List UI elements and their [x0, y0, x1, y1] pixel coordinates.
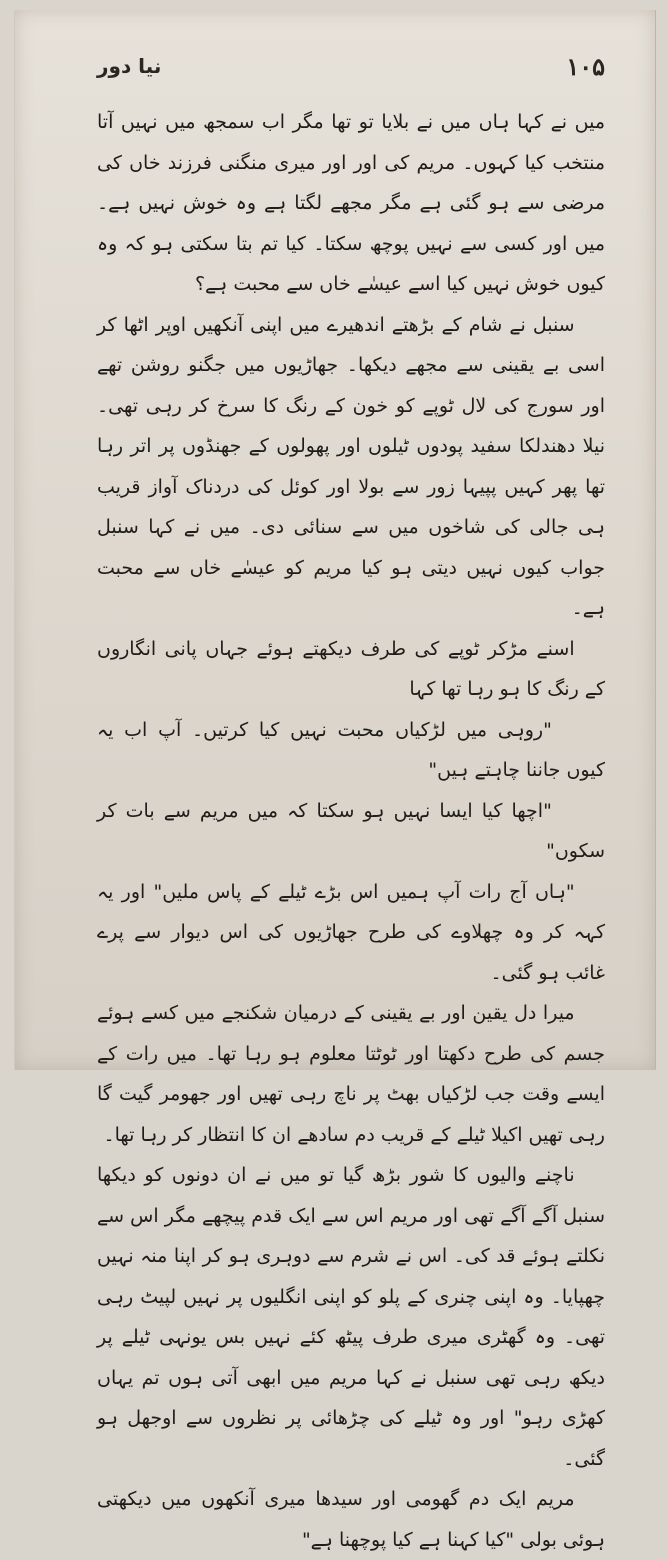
body-text: [97, 102, 605, 1560]
dialogue-line: "اچھا کیا ایسا نہیں ہو سکتا کہ میں مریم سے بات کر سکوں": [97, 799, 605, 862]
paragraph: اسنے مڑکر ٹوپے کی طرف دیکھتے ہوئے جہاں پانی انگاروں کے رنگ کا ہو رہا تھا کہا: [97, 637, 605, 700]
paragraph: میرا دل یقین اور بے یقینی کے درمیان شکنجے میں کسے ہوئے جسم کی طرح دکھتا اور ٹوٹتا معلوم ہو رہا تھا۔ میں رات کے ایسے وقت جب لڑکیاں بھٹ پر ناچ رہی تھیں اور جھومر گیت گا رہی تھیں اکیلا ٹیلے کے قریب دم سادھے ان کا انتظار کر رہا تھا۔: [97, 1002, 605, 1146]
paragraph: مریم ایک دم گھومی اور سیدھا میری آنکھوں میں دیکھتی ہوئی بولی "کیا کہنا ہے کیا پوچھنا ہے": [97, 1488, 605, 1551]
paragraph: ناچنے والیوں کا شور بڑھ گیا تو میں نے ان دونوں کو دیکھا سنبل آگے آگے تھی اور مریم اس سے ایک قدم پیچھے مگر اس سے نکلتے ہوئے قد کی۔ اس نے شرم سے دوہری ہو کر اپنا منہ نہیں چھپایا۔ وہ اپنی چنری کے پلو کو اپنی انگلیوں پر نہیں لپیٹ رہی تھی۔ وہ گھٹری میری طرف پیٹھ کئے نہیں بس یونہی ٹیلے پر دیکھ رہی تھی سنبل نے کہا مریم میں ابھی آتی ہوں تم یہاں کھڑی رہو" اور وہ ٹیلے کی چڑھائی پر نظروں سے اوجھل ہو گئی۔: [97, 1164, 605, 1470]
paragraph: سنبل نے شام کے بڑھتے اندھیرے میں اپنی آنکھیں اوپر اٹھا کر اسی بے یقینی سے مجھے دیکھا۔ جھاڑیوں میں جگنو روشن تھے اور سورج کی لال ٹوپے کو خون کے رنگ کا سرخ کر رہی تھی۔ نیلا دھندلکا سفید پودوں ٹیلوں اور پھولوں کے جھنڈوں پر اتر رہا تھا پھر کہیں پپیہا زور سے بولا اور کوئل کی دردناک آواز قریب ہی جالی کی شاخوں میں سے سنائی دی۔ میں نے کہا سنبل جواب کیوں نہیں دیتی ہو کیا مریم کو عیسٰے خاں سے محبت ہے۔: [97, 313, 605, 619]
paragraph: "ہاں آج رات آپ ہمیں اس بڑے ٹیلے کے پاس ملیں" اور یہ کہہ کر وہ چھلاوے کی طرح جھاڑیوں کی اس دیوار سے پرے غائب ہو گئی۔: [97, 880, 605, 984]
dialogue-line: "روہی میں لڑکیاں محبت نہیں کیا کرتیں۔ آپ اب یہ کیوں جاننا چاہتے ہیں": [97, 718, 605, 781]
running-title: نیا دور: [97, 54, 162, 78]
book-page: [14, 10, 656, 1551]
page-header: [97, 52, 605, 86]
page-number: ۱۰۵: [566, 52, 605, 81]
paragraph: میں نے کہا ہاں میں نے بلایا تو تھا مگر اب سمجھ میں نہیں آتا منتخب کیا کہوں۔ مریم کی اور اور میری منگنی فرزند خاں کی مرضی سے ہو گئی ہے مگر مجھے لگتا ہے وہ خوش نہیں ہے۔ میں اور کسی سے نہیں پوچھ سکتا۔ کیا تم بتا سکتی ہو کہ وہ کیوں خوش نہیں کیا اسے عیسٰے خاں سے محبت ہے؟: [97, 111, 605, 295]
